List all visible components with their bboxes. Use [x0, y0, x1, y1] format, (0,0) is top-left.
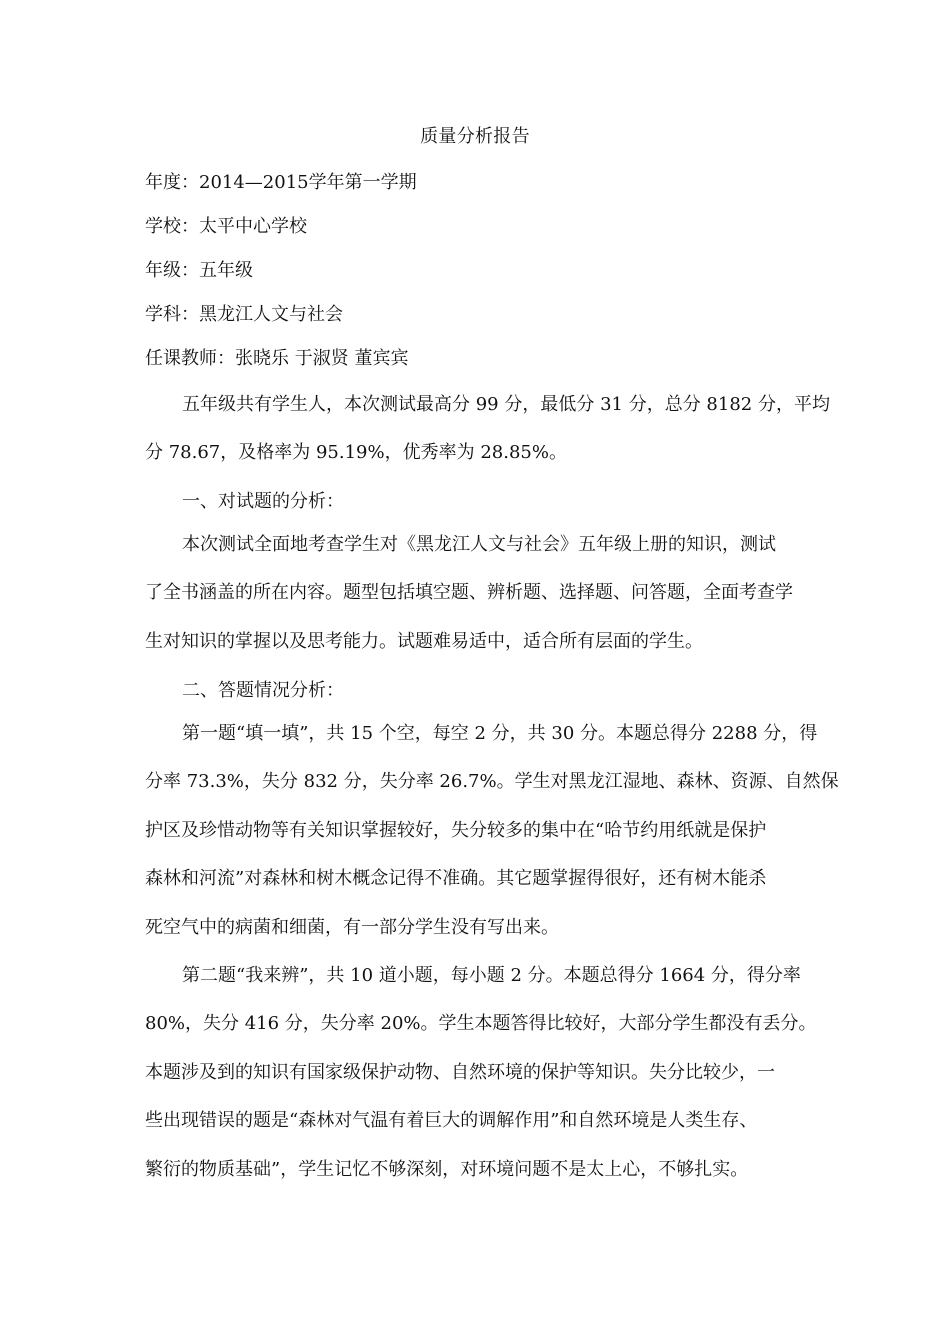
meta-year: 年度：2014—2015学年第一学期 — [145, 172, 417, 193]
q1-line: 死空气中的病菌和细菌，有一部分学生没有写出来。 — [145, 916, 559, 938]
section1-heading: 一、对试题的分析： — [182, 491, 344, 512]
q2-line: 第二题“我来辨”，共 10 道小题，每小题 2 分。本题总得分 1664 分，得分率 — [182, 965, 801, 986]
q1-line: 分率 73.3%，失分 832 分，失分率 26.7%。学生对黑龙江湿地、森林、资源、自然保 — [145, 771, 839, 793]
document-title: 质量分析报告 — [420, 126, 530, 147]
section2-heading: 二、答题情况分析： — [182, 680, 344, 701]
q1-line: 第一题“填一填”，共 15 个空，每空 2 分，共 30 分。本题总得分 2288 分，得 — [182, 723, 818, 744]
intro-line: 五年级共有学生人，本次测试最高分 99 分，最低分 31 分，总分 8182 分，平均 — [182, 394, 830, 415]
q2-line: 80%，失分 416 分，失分率 20%。学生本题答得比较好，大部分学生都没有丢分。 — [145, 1013, 817, 1035]
q2-line: 繁衍的物质基础”，学生记忆不够深刻，对环境问题不是太上心，不够扎实。 — [145, 1158, 749, 1180]
section1-paragraph — [145, 521, 807, 666]
meta-subject: 学科：黑龙江人文与社会 — [145, 304, 343, 325]
q1-line: 护区及珍惜动物等有关知识掌握较好，失分较多的集中在“哈节约用纸就是保护 — [145, 819, 767, 841]
meta-teachers: 任课教师：张晓乐 于淑贤 董宾宾 — [145, 348, 409, 369]
q2-paragraph — [145, 952, 817, 1194]
meta-grade: 年级：五年级 — [145, 260, 253, 281]
q1-line: 森林和河流”对森林和树木概念记得不准确。其它题掌握得很好，还有树木能杀 — [145, 868, 767, 890]
meta-school: 学校：太平中心学校 — [145, 216, 307, 237]
intro-paragraph — [145, 381, 830, 478]
section1-line: 本次测试全面地考查学生对《黑龙江人文与社会》五年级上册的知识，测试 — [182, 534, 776, 555]
q2-line: 些出现错误的题是“森林对气温有着巨大的调解作用”和自然环境是人类生存、 — [145, 1110, 758, 1132]
q1-paragraph — [145, 710, 839, 952]
section1-line: 生对知识的掌握以及思考能力。试题难易适中，适合所有层面的学生。 — [145, 630, 703, 652]
section1-line: 了全书涵盖的所在内容。题型包括填空题、辨析题、选择题、问答题，全面考查学 — [145, 582, 793, 604]
intro-line: 分 78.67，及格率为 95.19%，优秀率为 28.85%。 — [145, 442, 567, 464]
q2-line: 本题涉及到的知识有国家级保护动物、自然环境的保护等知识。失分比较少，一 — [145, 1061, 775, 1083]
